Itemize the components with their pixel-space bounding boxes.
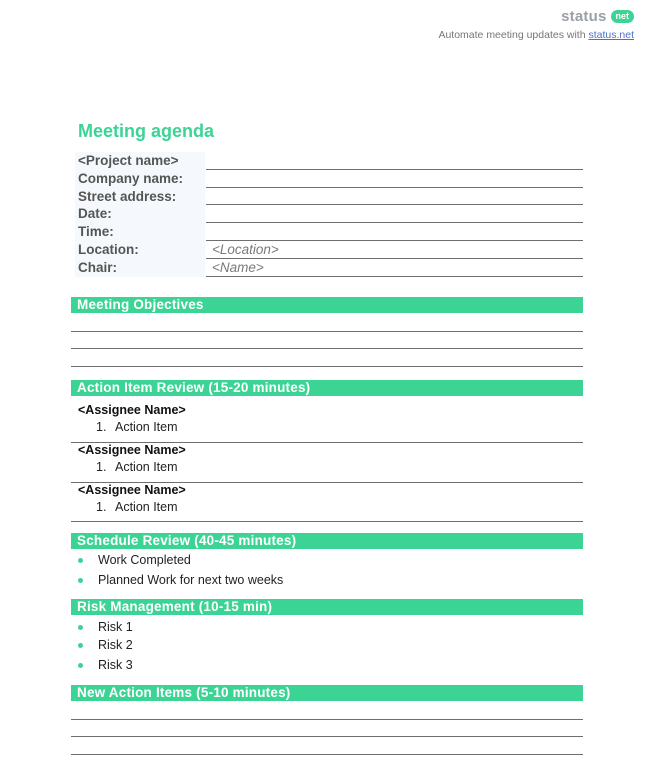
- action-item-text: Action Item: [115, 460, 178, 474]
- bullet-dot-icon: [78, 625, 83, 630]
- section-header-schedule-review: Schedule Review (40-45 minutes): [71, 533, 583, 549]
- tagline-text: Automate meeting updates with: [438, 29, 589, 41]
- writing-line[interactable]: [71, 521, 583, 522]
- info-value-field[interactable]: <Name>: [206, 259, 583, 277]
- writing-line[interactable]: [71, 348, 583, 349]
- info-row-date: [75, 205, 583, 223]
- brand-word: status: [561, 8, 607, 25]
- bullet-dot-icon: [78, 558, 83, 563]
- bullet-item: [78, 573, 283, 587]
- info-row-chair: [75, 259, 583, 277]
- info-label: Street address:: [75, 188, 205, 206]
- writing-line[interactable]: [71, 719, 583, 720]
- assignee-name: <Assignee Name>: [78, 443, 186, 457]
- bullet-text: Work Completed: [98, 553, 191, 567]
- bullet-item: [78, 620, 133, 634]
- info-row-project: [75, 152, 583, 170]
- writing-line[interactable]: [71, 331, 583, 332]
- section-header-objectives: Meeting Objectives: [71, 297, 583, 313]
- action-item: [96, 420, 178, 434]
- info-value-field[interactable]: [206, 205, 583, 223]
- page-title: Meeting agenda: [78, 121, 215, 141]
- writing-line[interactable]: [71, 754, 583, 755]
- info-value-field[interactable]: [206, 170, 583, 188]
- info-value-field[interactable]: <Location>: [206, 241, 583, 259]
- info-value-field[interactable]: [206, 223, 583, 241]
- tagline-link[interactable]: status.net: [588, 29, 634, 41]
- info-row-location: [75, 241, 583, 259]
- bullet-item: [78, 553, 191, 567]
- writing-line[interactable]: [71, 366, 583, 367]
- bullet-text: Risk 2: [98, 638, 133, 652]
- info-row-address: [75, 188, 583, 206]
- info-row-company: [75, 170, 583, 188]
- action-item: [96, 460, 178, 474]
- meeting-info-block: [75, 152, 583, 277]
- bullet-text: Risk 3: [98, 658, 133, 672]
- bullet-item: [78, 638, 133, 652]
- action-item-number: 1.: [96, 500, 107, 514]
- bullet-item: [78, 658, 133, 672]
- brand-logo: [561, 8, 634, 25]
- section-header-new-action-items: New Action Items (5-10 minutes): [71, 685, 583, 701]
- info-label: Time:: [75, 223, 205, 241]
- bullet-text: Risk 1: [98, 620, 133, 634]
- info-label: Chair:: [75, 259, 205, 277]
- tagline: [438, 29, 634, 41]
- action-item-text: Action Item: [115, 420, 178, 434]
- info-row-time: [75, 223, 583, 241]
- assignee-name: <Assignee Name>: [78, 483, 186, 497]
- action-item: [96, 500, 178, 514]
- info-label: <Project name>: [75, 152, 205, 170]
- section-header-risk-management: Risk Management (10-15 min): [71, 599, 583, 615]
- info-label: Date:: [75, 205, 205, 223]
- assignee-name: <Assignee Name>: [78, 403, 186, 417]
- bullet-dot-icon: [78, 643, 83, 648]
- brand-badge: net: [611, 10, 635, 23]
- bullet-text: Planned Work for next two weeks: [98, 573, 284, 587]
- info-value-field[interactable]: [206, 188, 583, 206]
- action-item-number: 1.: [96, 460, 107, 474]
- action-item-number: 1.: [96, 420, 107, 434]
- section-header-action-review: Action Item Review (15-20 minutes): [71, 380, 583, 396]
- info-label: Company name:: [75, 170, 205, 188]
- info-label: Location:: [75, 241, 205, 259]
- action-item-text: Action Item: [115, 500, 178, 514]
- info-value-field[interactable]: [206, 152, 583, 170]
- writing-line[interactable]: [71, 736, 583, 737]
- bullet-dot-icon: [78, 578, 83, 583]
- bullet-dot-icon: [78, 663, 83, 668]
